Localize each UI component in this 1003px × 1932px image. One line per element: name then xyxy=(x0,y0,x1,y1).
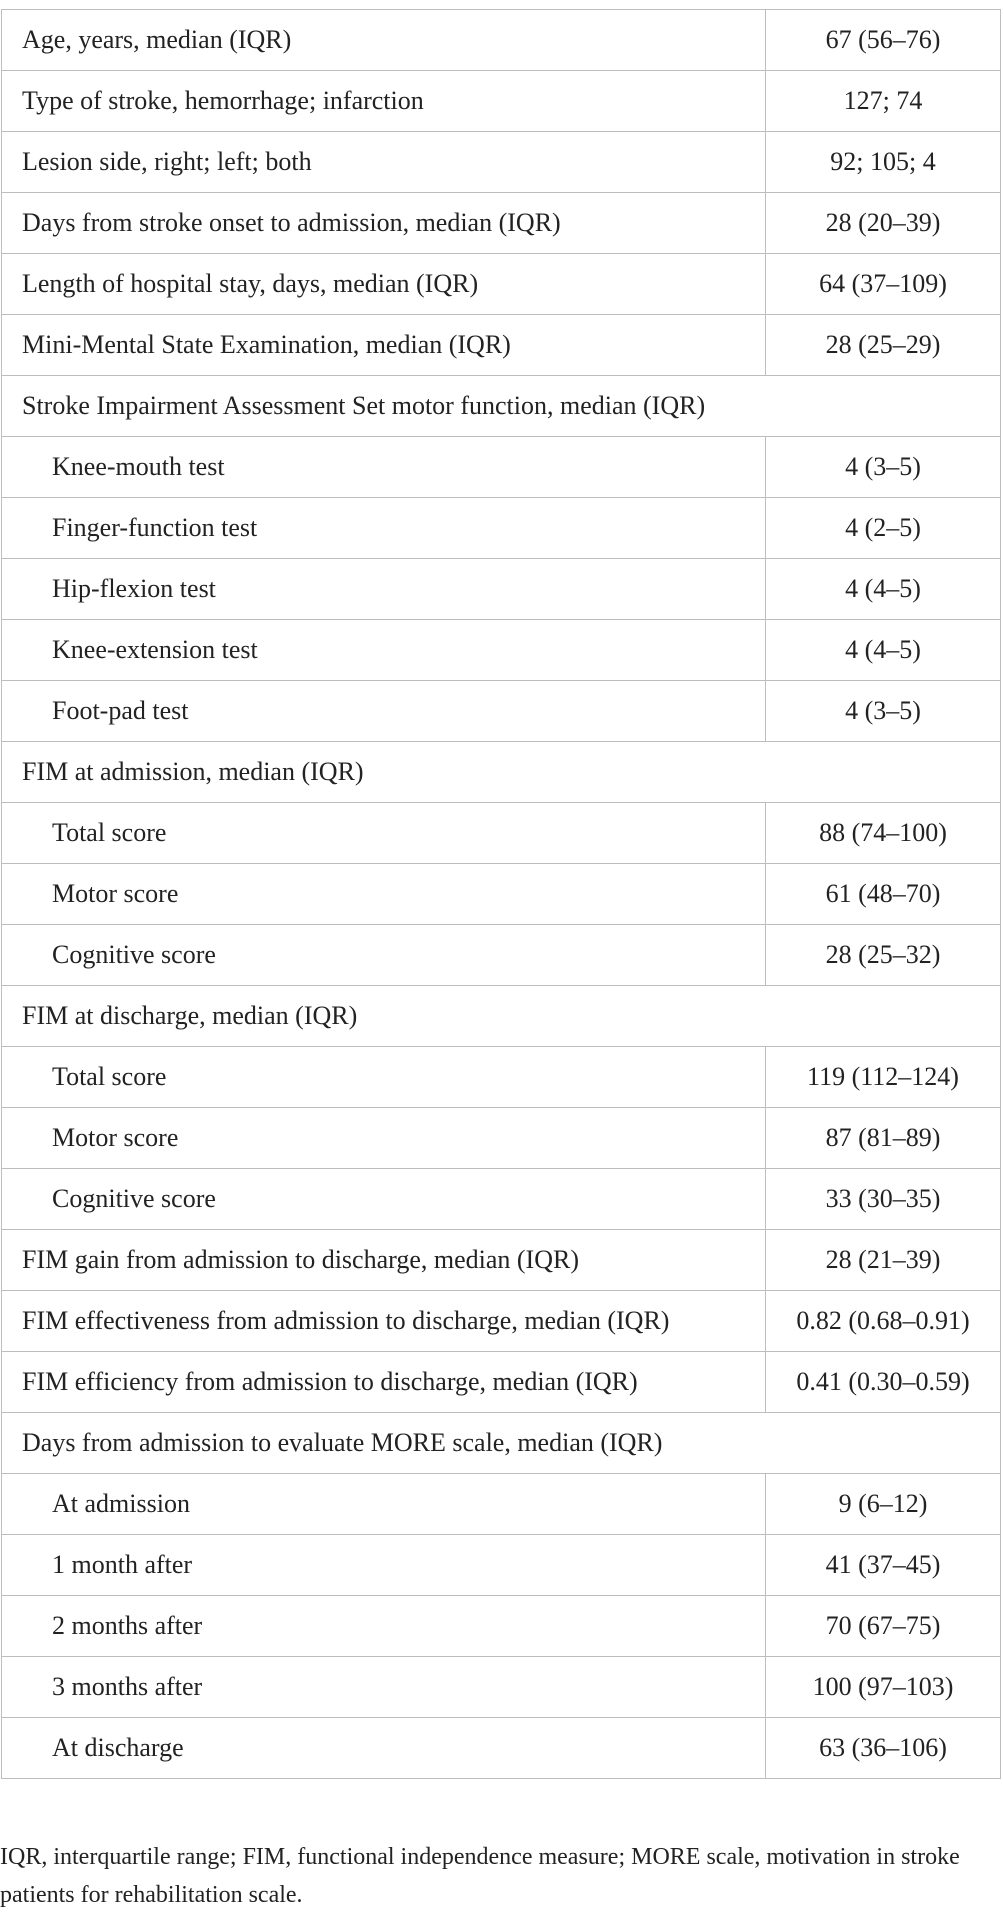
table-row xyxy=(2,620,1001,681)
section-label: FIM at discharge, median (IQR) xyxy=(2,986,1001,1047)
item-value: 88 (74–100) xyxy=(766,803,1001,864)
section-label: Stroke Impairment Assessment Set motor function, median (IQR) xyxy=(2,376,1001,437)
table-row xyxy=(2,1535,1001,1596)
table-row xyxy=(2,1291,1001,1352)
item-value: 61 (48–70) xyxy=(766,864,1001,925)
item-label: Lesion side, right; left; both xyxy=(2,132,766,193)
item-value: 9 (6–12) xyxy=(766,1474,1001,1535)
table-row xyxy=(2,132,1001,193)
item-value: 0.82 (0.68–0.91) xyxy=(766,1291,1001,1352)
item-label: FIM effectiveness from admission to discharge, median (IQR) xyxy=(2,1291,766,1352)
item-value: 4 (2–5) xyxy=(766,498,1001,559)
table-row xyxy=(2,1169,1001,1230)
sub-item-label: Motor score xyxy=(2,1108,766,1169)
table-row xyxy=(2,1047,1001,1108)
sub-item-label: 1 month after xyxy=(2,1535,766,1596)
table-footnote: IQR, interquartile range; FIM, functional independence measure; MORE scale, motivation in stroke patients for rehabilitation scale. xyxy=(0,1844,960,1908)
item-value: 70 (67–75) xyxy=(766,1596,1001,1657)
table-row xyxy=(2,71,1001,132)
item-label: Type of stroke, hemorrhage; infarction xyxy=(2,71,766,132)
item-value: 4 (4–5) xyxy=(766,620,1001,681)
item-value: 0.41 (0.30–0.59) xyxy=(766,1352,1001,1413)
item-value: 92; 105; 4 xyxy=(766,132,1001,193)
table-row xyxy=(2,864,1001,925)
item-label: Length of hospital stay, days, median (IQR) xyxy=(2,254,766,315)
table-row xyxy=(2,1718,1001,1779)
sub-item-label: Cognitive score xyxy=(2,925,766,986)
section-label: FIM at admission, median (IQR) xyxy=(2,742,1001,803)
sub-item-label: 3 months after xyxy=(2,1657,766,1718)
table-row xyxy=(2,803,1001,864)
item-value: 64 (37–109) xyxy=(766,254,1001,315)
item-value: 63 (36–106) xyxy=(766,1718,1001,1779)
item-value: 4 (3–5) xyxy=(766,437,1001,498)
item-label: Days from stroke onset to admission, median (IQR) xyxy=(2,193,766,254)
sub-item-label: Motor score xyxy=(2,864,766,925)
item-value: 4 (4–5) xyxy=(766,559,1001,620)
sub-item-label: Knee-mouth test xyxy=(2,437,766,498)
table-row xyxy=(2,925,1001,986)
table-row xyxy=(2,559,1001,620)
table-section-row xyxy=(2,1413,1001,1474)
table-row xyxy=(2,315,1001,376)
table-row xyxy=(2,681,1001,742)
table-section-row xyxy=(2,742,1001,803)
table-row xyxy=(2,1474,1001,1535)
item-label: Mini-Mental State Examination, median (IQR) xyxy=(2,315,766,376)
table-row xyxy=(2,1657,1001,1718)
item-value: 127; 74 xyxy=(766,71,1001,132)
item-value: 87 (81–89) xyxy=(766,1108,1001,1169)
sub-item-label: Hip-flexion test xyxy=(2,559,766,620)
table-row xyxy=(2,254,1001,315)
table-section-row xyxy=(2,986,1001,1047)
item-value: 100 (97–103) xyxy=(766,1657,1001,1718)
table-row xyxy=(2,10,1001,71)
item-label: FIM efficiency from admission to discharge, median (IQR) xyxy=(2,1352,766,1413)
table-row xyxy=(2,1352,1001,1413)
sub-item-label: Finger-function test xyxy=(2,498,766,559)
item-value: 4 (3–5) xyxy=(766,681,1001,742)
item-value: 28 (20–39) xyxy=(766,193,1001,254)
section-label: Days from admission to evaluate MORE scale, median (IQR) xyxy=(2,1413,1001,1474)
table-row xyxy=(2,1108,1001,1169)
item-value: 28 (21–39) xyxy=(766,1230,1001,1291)
table-row xyxy=(2,1596,1001,1657)
sub-item-label: 2 months after xyxy=(2,1596,766,1657)
item-value: 119 (112–124) xyxy=(766,1047,1001,1108)
table-row xyxy=(2,498,1001,559)
characteristics-table xyxy=(1,9,1001,1779)
item-value: 41 (37–45) xyxy=(766,1535,1001,1596)
table-section-row xyxy=(2,376,1001,437)
item-value: 67 (56–76) xyxy=(766,10,1001,71)
sub-item-label: Total score xyxy=(2,803,766,864)
sub-item-label: Total score xyxy=(2,1047,766,1108)
item-value: 33 (30–35) xyxy=(766,1169,1001,1230)
sub-item-label: Knee-extension test xyxy=(2,620,766,681)
sub-item-label: Foot-pad test xyxy=(2,681,766,742)
table-row xyxy=(2,1230,1001,1291)
item-label: FIM gain from admission to discharge, median (IQR) xyxy=(2,1230,766,1291)
item-value: 28 (25–32) xyxy=(766,925,1001,986)
sub-item-label: Cognitive score xyxy=(2,1169,766,1230)
sub-item-label: At discharge xyxy=(2,1718,766,1779)
sub-item-label: At admission xyxy=(2,1474,766,1535)
table-body xyxy=(2,10,1001,1779)
table-row xyxy=(2,437,1001,498)
item-label: Age, years, median (IQR) xyxy=(2,10,766,71)
table-row xyxy=(2,193,1001,254)
item-value: 28 (25–29) xyxy=(766,315,1001,376)
